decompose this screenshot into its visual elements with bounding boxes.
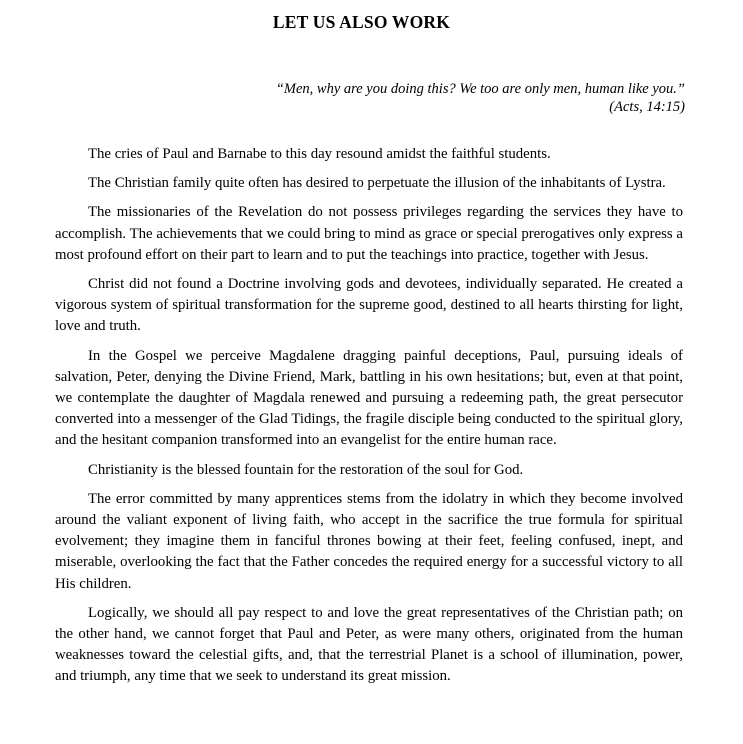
paragraph: Christianity is the blessed fountain for the restoration of the soul for God. xyxy=(88,461,524,478)
epigraph-citation: (Acts, 14:15) xyxy=(609,99,685,115)
paragraph: Logically, we should all pay respect to and love the great representatives of the Christian path; on the other hand, we cannot forget that Paul and Peter, as were many others, originated from the human weaknesses toward the celestial gifts, and, that the terrestrial Planet is a school of illumination, power, and triumph, any time that we seek to understand its great mission. xyxy=(55,604,683,685)
page-title: LET US ALSO WORK xyxy=(272,12,451,32)
epigraph xyxy=(276,80,685,116)
paragraph: The error committed by many apprentices stems from the idolatry in which they become involved around the valiant exponent of living faith, who accept in the sacrifice the true formula for spiritual evolvement; they imagine them in fanciful thrones bowing at their feet, feeling confused, inept, and miserable, overlooking the fact that the Father concedes the required energy for a successful victory to all His children. xyxy=(55,490,683,592)
paragraph: Christ did not found a Doctrine involving gods and devotees, individually separated. He created a vigorous system of spiritual transformation for the supreme good, destined to all hearts thirsting for light, love and truth. xyxy=(55,276,683,335)
paragraph: In the Gospel we perceive Magdalene dragging painful deceptions, Paul, pursuing ideals of salvation, Peter, denying the Divine Friend, Mark, battling in his own hesitations; but, even at that point, we contemplate the daughter of Magdala renewed and pursuing a redeeming path, the great persecutor converted into a messenger of the Glad Tidings, the fragile disciple being conducted to the spiritual glory, and the hesitant companion transformed into an evangelist for the entire human race. xyxy=(55,347,683,449)
paragraph: The Christian family quite often has desired to perpetuate the illusion of the inhabitants of Lystra. xyxy=(88,175,666,192)
body-text xyxy=(55,144,683,696)
paragraph: The missionaries of the Revelation do not possess privileges regarding the services they have to accomplish. The achievements that we could bring to mind as grace or special prerogatives only express a most profound effort on their part to learn and to put the teachings into practice, together with Jesus. xyxy=(55,204,683,263)
paragraph: The cries of Paul and Barnabe to this day resound amidst the faithful students. xyxy=(88,146,551,162)
epigraph-quote: “Men, why are you doing this? We too are only men, human like you.” xyxy=(275,81,685,97)
